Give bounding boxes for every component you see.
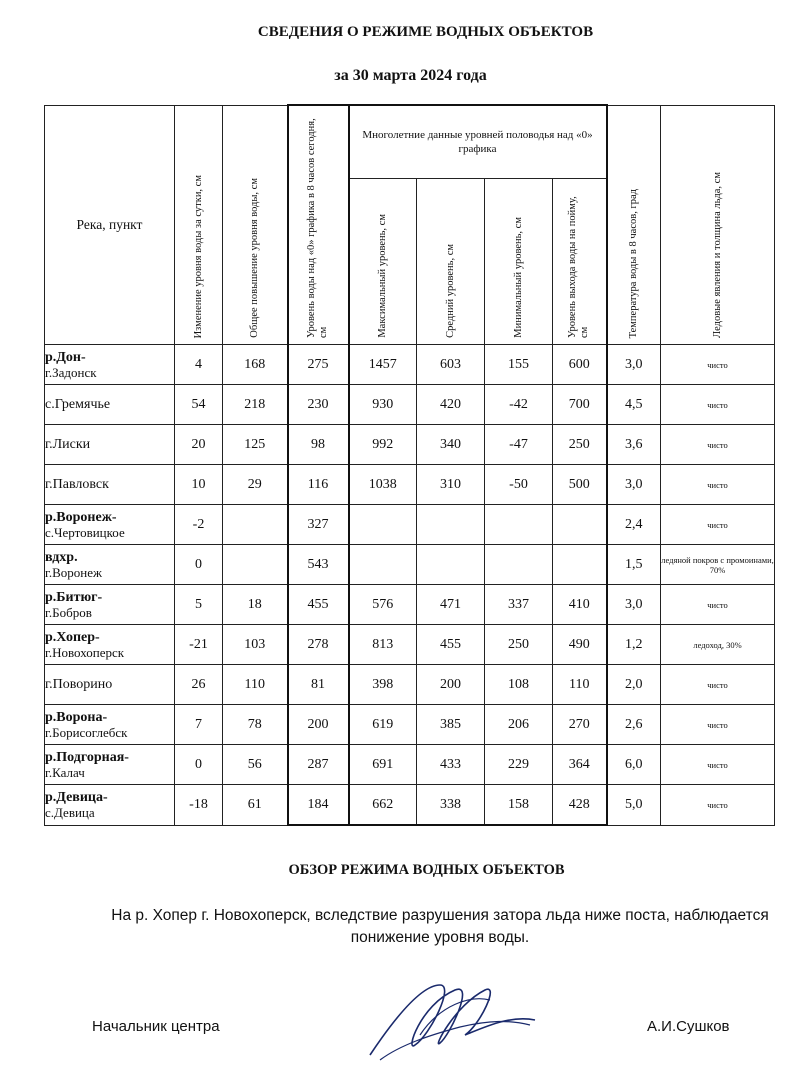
cell-avg: 385 — [417, 705, 485, 745]
cell-level: 327 — [288, 505, 349, 545]
cell-flood: 364 — [553, 745, 607, 785]
cell-level: 116 — [288, 465, 349, 505]
cell-ice: ледоход, 30% — [661, 625, 775, 665]
cell-total: 168 — [223, 345, 288, 385]
cell-max: 398 — [349, 665, 417, 705]
cell-change: 10 — [175, 465, 223, 505]
cell-min: 108 — [485, 665, 553, 705]
cell-min: 250 — [485, 625, 553, 665]
river-name: р.Подгорная- — [45, 749, 129, 765]
cell-river-post — [45, 745, 175, 785]
cell-total: 218 — [223, 385, 288, 425]
post-name: г.Воронеж — [45, 564, 102, 580]
cell-river-post — [45, 385, 175, 425]
cell-river-post — [45, 625, 175, 665]
cell-flood: 700 — [553, 385, 607, 425]
cell-ice: чисто — [661, 745, 775, 785]
table-row — [45, 625, 775, 665]
cell-level: 81 — [288, 665, 349, 705]
cell-ice: чисто — [661, 705, 775, 745]
cell-total: 61 — [223, 785, 288, 826]
river-name: р.Хопер- — [45, 629, 100, 645]
cell-total — [223, 545, 288, 585]
header-max: Максимальный уровень, см — [349, 179, 417, 345]
cell-river-post — [45, 505, 175, 545]
cell-temp: 2,6 — [607, 705, 661, 745]
document-title: СВЕДЕНИЯ О РЕЖИМЕ ВОДНЫХ ОБЪЕКТОВ — [257, 24, 594, 40]
river-name: р.Дон- — [45, 349, 86, 365]
table-row — [45, 545, 775, 585]
cell-avg: 471 — [417, 585, 485, 625]
review-text: На р. Хопер г. Новохоперск, вследствие разрушения затора льда ниже поста, наблюдается понижение уровня воды. — [111, 907, 769, 946]
cell-avg: 455 — [417, 625, 485, 665]
table-row — [45, 745, 775, 785]
header-temp: Температура воды в 8 часов, град — [607, 105, 661, 345]
table-row — [45, 585, 775, 625]
cell-temp: 2,0 — [607, 665, 661, 705]
cell-avg: 603 — [417, 345, 485, 385]
cell-max: 1457 — [349, 345, 417, 385]
cell-level: 184 — [288, 785, 349, 826]
cell-temp: 3,0 — [607, 465, 661, 505]
header-river: Река, пункт — [45, 105, 175, 345]
header-total-rise: Общее повышение уровня воды, см — [223, 105, 288, 345]
table-body — [45, 345, 775, 826]
cell-level: 200 — [288, 705, 349, 745]
cell-flood: 600 — [553, 345, 607, 385]
cell-avg: 433 — [417, 745, 485, 785]
table-row — [45, 505, 775, 545]
cell-avg: 338 — [417, 785, 485, 826]
cell-river-post — [45, 425, 175, 465]
post-name: г.Бобров — [45, 604, 92, 620]
cell-max: 992 — [349, 425, 417, 465]
cell-level: 455 — [288, 585, 349, 625]
cell-avg — [417, 545, 485, 585]
post-name: г.Поворино — [45, 677, 113, 692]
cell-change: -18 — [175, 785, 223, 826]
cell-level: 98 — [288, 425, 349, 465]
cell-min: -50 — [485, 465, 553, 505]
cell-max — [349, 545, 417, 585]
cell-temp: 4,5 — [607, 385, 661, 425]
table-row — [45, 385, 775, 425]
table-row — [45, 785, 775, 826]
cell-total: 110 — [223, 665, 288, 705]
cell-river-post — [45, 705, 175, 745]
header-group: Многолетние данные уровней половодья над «0» графика — [349, 105, 607, 179]
cell-total: 78 — [223, 705, 288, 745]
post-name: с.Гремячье — [45, 397, 111, 412]
cell-temp: 1,5 — [607, 545, 661, 585]
cell-min: 206 — [485, 705, 553, 745]
cell-flood: 250 — [553, 425, 607, 465]
cell-total: 18 — [223, 585, 288, 625]
cell-flood: 410 — [553, 585, 607, 625]
table-row — [45, 465, 775, 505]
signer-position: Начальник центра — [92, 1018, 220, 1035]
cell-total — [223, 505, 288, 545]
post-name: г.Лиски — [45, 437, 91, 452]
cell-min: 229 — [485, 745, 553, 785]
cell-level: 278 — [288, 625, 349, 665]
cell-ice: чисто — [661, 785, 775, 826]
cell-avg: 310 — [417, 465, 485, 505]
header-level: Уровень воды над «0» графика в 8 часов сегодня, см — [288, 105, 349, 345]
post-name: г.Новохоперск — [45, 644, 125, 660]
document-date: за 30 марта 2024 года — [334, 67, 487, 84]
table-row — [45, 705, 775, 745]
cell-avg — [417, 505, 485, 545]
cell-change: 7 — [175, 705, 223, 745]
cell-change: 5 — [175, 585, 223, 625]
cell-ice: чисто — [661, 585, 775, 625]
cell-ice: чисто — [661, 385, 775, 425]
cell-change: 20 — [175, 425, 223, 465]
cell-ice: чисто — [661, 465, 775, 505]
cell-river-post — [45, 785, 175, 826]
cell-min: 337 — [485, 585, 553, 625]
cell-min — [485, 505, 553, 545]
cell-min — [485, 545, 553, 585]
cell-total: 56 — [223, 745, 288, 785]
cell-min: 155 — [485, 345, 553, 385]
post-name: г.Задонск — [45, 364, 97, 380]
cell-max: 930 — [349, 385, 417, 425]
cell-flood: 270 — [553, 705, 607, 745]
post-name: г.Борисоглебск — [45, 724, 128, 740]
cell-avg: 200 — [417, 665, 485, 705]
cell-min: -42 — [485, 385, 553, 425]
cell-ice: ледяной покров с промоинами, 70% — [661, 545, 775, 585]
cell-flood — [553, 545, 607, 585]
post-name: г.Павловск — [45, 477, 109, 492]
cell-total: 29 — [223, 465, 288, 505]
cell-river-post — [45, 665, 175, 705]
cell-max: 576 — [349, 585, 417, 625]
post-name: с.Чертовицкое — [45, 524, 125, 540]
cell-temp: 5,0 — [607, 785, 661, 826]
cell-temp: 3,0 — [607, 585, 661, 625]
cell-flood: 490 — [553, 625, 607, 665]
cell-flood — [553, 505, 607, 545]
cell-change: 4 — [175, 345, 223, 385]
cell-ice: чисто — [661, 425, 775, 465]
header-change: Изменение уровня воды за сутки, см — [175, 105, 223, 345]
table-row — [45, 665, 775, 705]
header-ice: Ледовые явления и толщина льда, см — [661, 105, 775, 345]
cell-max: 813 — [349, 625, 417, 665]
cell-max — [349, 505, 417, 545]
post-name: г.Калач — [45, 764, 85, 780]
cell-level: 230 — [288, 385, 349, 425]
cell-temp: 2,4 — [607, 505, 661, 545]
cell-total: 103 — [223, 625, 288, 665]
signer-name: А.И.Сушков — [647, 1018, 730, 1035]
cell-change: 0 — [175, 745, 223, 785]
cell-river-post — [45, 545, 175, 585]
cell-change: 54 — [175, 385, 223, 425]
cell-ice: чисто — [661, 345, 775, 385]
river-name: р.Ворона- — [45, 709, 108, 725]
cell-max: 662 — [349, 785, 417, 826]
cell-ice: чисто — [661, 505, 775, 545]
cell-avg: 340 — [417, 425, 485, 465]
cell-change: -2 — [175, 505, 223, 545]
signature-image — [360, 965, 540, 1075]
cell-level: 287 — [288, 745, 349, 785]
cell-river-post — [45, 465, 175, 505]
cell-max: 1038 — [349, 465, 417, 505]
cell-flood: 428 — [553, 785, 607, 826]
river-name: р.Битюг- — [45, 589, 103, 605]
cell-change: 0 — [175, 545, 223, 585]
river-name: вдхр. — [45, 549, 78, 565]
cell-temp: 3,0 — [607, 345, 661, 385]
cell-flood: 110 — [553, 665, 607, 705]
cell-min: -47 — [485, 425, 553, 465]
cell-max: 691 — [349, 745, 417, 785]
post-name: с.Девица — [45, 804, 95, 820]
header-min: Минимальный уровень, см — [485, 179, 553, 345]
cell-change: 26 — [175, 665, 223, 705]
cell-temp: 3,6 — [607, 425, 661, 465]
cell-max: 619 — [349, 705, 417, 745]
cell-level: 275 — [288, 345, 349, 385]
table-row — [45, 425, 775, 465]
header-avg: Средний уровень, см — [417, 179, 485, 345]
cell-level: 543 — [288, 545, 349, 585]
cell-total: 125 — [223, 425, 288, 465]
cell-temp: 1,2 — [607, 625, 661, 665]
cell-ice: чисто — [661, 665, 775, 705]
cell-flood: 500 — [553, 465, 607, 505]
cell-river-post — [45, 345, 175, 385]
cell-avg: 420 — [417, 385, 485, 425]
river-name: р.Девица- — [45, 789, 108, 805]
header-flood: Уровень выхода воды на пойму, см — [553, 179, 607, 345]
cell-temp: 6,0 — [607, 745, 661, 785]
table-row — [45, 345, 775, 385]
review-title: ОБЗОР РЕЖИМА ВОДНЫХ ОБЪЕКТОВ — [288, 862, 565, 878]
cell-min: 158 — [485, 785, 553, 826]
cell-change: -21 — [175, 625, 223, 665]
water-regime-table — [44, 104, 775, 826]
cell-river-post — [45, 585, 175, 625]
river-name: р.Воронеж- — [45, 509, 117, 525]
